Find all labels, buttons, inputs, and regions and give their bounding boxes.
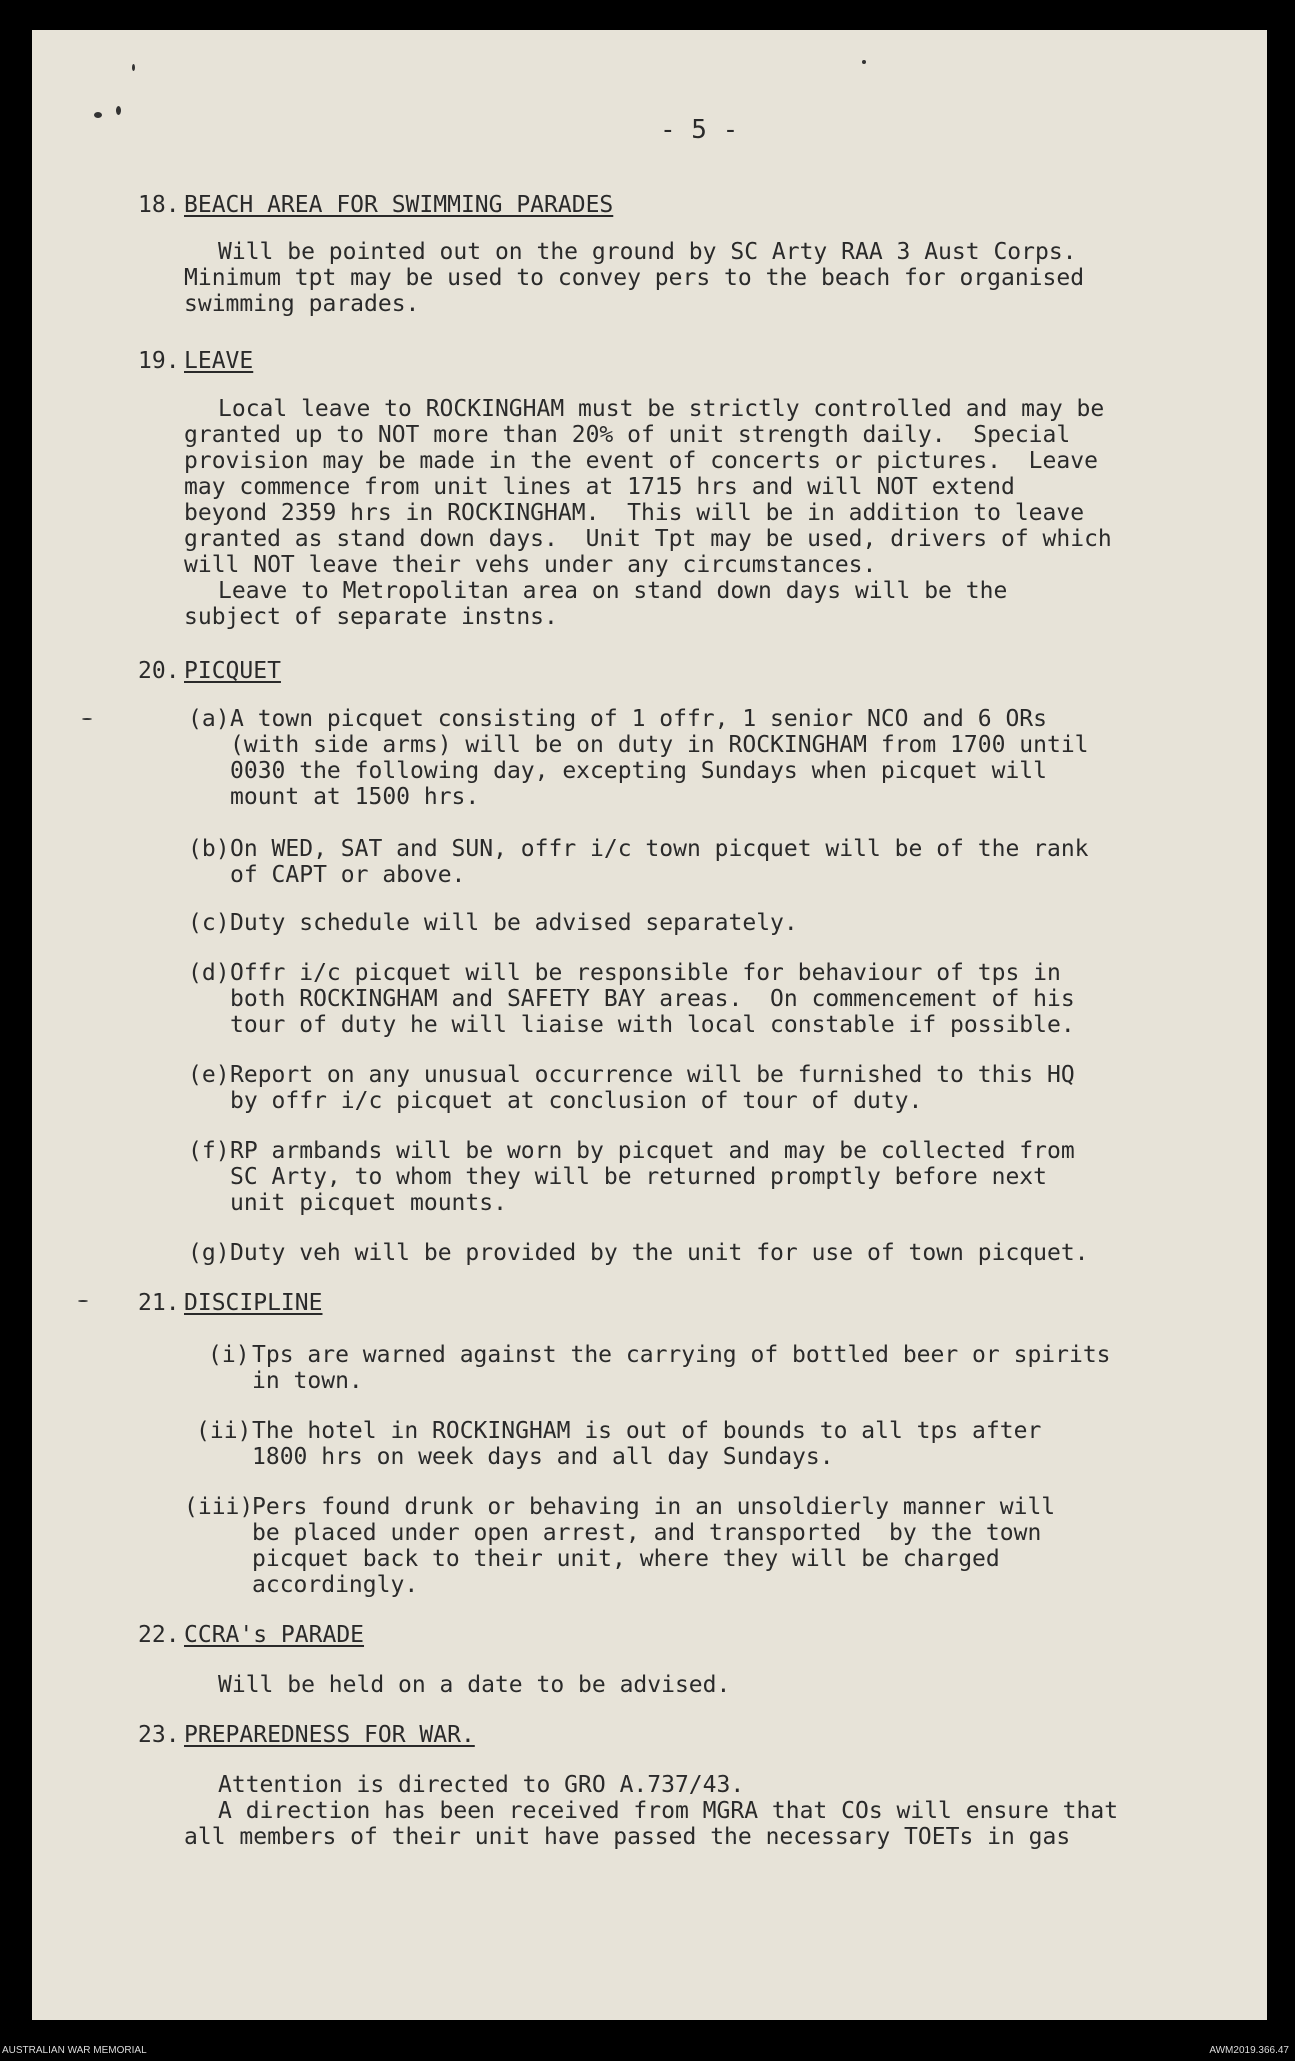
- paper-speck: [82, 718, 92, 720]
- section-19-line-5: beyond 2359 hrs in ROCKINGHAM. This will be in addition to leave: [184, 500, 1085, 526]
- section-19-line-6: granted as stand down days. Unit Tpt may be used, drivers of which: [184, 526, 1112, 552]
- section-23-line-3: all members of their unit have passed the necessary TOETs in gas: [184, 1824, 1071, 1850]
- item-20a-label: (a): [188, 706, 230, 732]
- footer-reference: AWM2019.366.47: [1209, 2045, 1289, 2056]
- section-18-line-2: Minimum tpt may be used to convey pers to the beach for organised: [184, 265, 1085, 291]
- item-20a-line-2: (with side arms) will be on duty in ROCKINGHAM from 1700 until: [230, 732, 1089, 758]
- page-number: - 5 -: [660, 115, 739, 145]
- section-22-heading: CCRA's PARADE: [184, 1622, 365, 1648]
- item-21i-label: (i): [208, 1342, 250, 1368]
- section-22-line-1: Will be held on a date to be advised.: [218, 1672, 731, 1698]
- item-21ii-line-1: The hotel in ROCKINGHAM is out of bounds to all tps after: [252, 1418, 1042, 1444]
- section-23-number: 23.: [138, 1722, 180, 1748]
- paper-speck: [78, 1300, 88, 1302]
- section-22-number: 22.: [138, 1622, 180, 1648]
- footer-institution: AUSTRALIAN WAR MEMORIAL: [2, 2045, 147, 2056]
- item-20e-line-2: by offr i/c picquet at conclusion of tour of duty.: [230, 1088, 923, 1114]
- section-18-line-1: Will be pointed out on the ground by SC Arty RAA 3 Aust Corps.: [218, 239, 1077, 265]
- section-19-number: 19.: [138, 348, 180, 374]
- item-20d-line-3: tour of duty he will liaise with local constable if possible.: [230, 1012, 1075, 1038]
- item-21ii-label: (ii): [196, 1418, 252, 1444]
- item-21iii-label: (iii): [184, 1494, 254, 1520]
- item-20c-label: (c): [188, 910, 230, 936]
- document-page: [32, 30, 1267, 2020]
- paper-speck: [94, 112, 102, 118]
- section-19-line-2: granted up to NOT more than 20% of unit strength daily. Special: [184, 422, 1071, 448]
- item-20a-line-3: 0030 the following day, excepting Sundays when picquet will: [230, 758, 1047, 784]
- section-19-line-1: Local leave to ROCKINGHAM must be strictly controlled and may be: [218, 396, 1105, 422]
- item-20g-label: (g): [188, 1240, 230, 1266]
- section-19-line-8: Leave to Metropolitan area on stand down days will be the: [218, 578, 1008, 604]
- section-19-line-9: subject of separate instns.: [184, 604, 558, 630]
- item-20c-line-1: Duty schedule will be advised separately.: [230, 910, 798, 936]
- item-20a-line-1: A town picquet consisting of 1 offr, 1 senior NCO and 6 ORs: [230, 706, 1047, 732]
- section-19-line-3: provision may be made in the event of concerts or pictures. Leave: [184, 448, 1098, 474]
- item-20d-label: (d): [188, 960, 230, 986]
- section-19-heading: LEAVE: [184, 348, 254, 374]
- document-body: [32, 30, 1267, 2020]
- section-20-heading: PICQUET: [184, 658, 281, 684]
- item-20e-label: (e): [188, 1062, 230, 1088]
- paper-speck: [862, 60, 866, 64]
- paper-speck: [132, 64, 135, 71]
- item-20b-label: (b): [188, 836, 230, 862]
- item-20e-line-1: Report on any unusual occurrence will be furnished to this HQ: [230, 1062, 1075, 1088]
- item-20d-line-2: both ROCKINGHAM and SAFETY BAY areas. On commencement of his: [230, 986, 1075, 1012]
- item-20f-line-2: SC Arty, to whom they will be returned promptly before next: [230, 1164, 1047, 1190]
- item-20b-line-1: On WED, SAT and SUN, offr i/c town picquet will be of the rank: [230, 836, 1089, 862]
- item-21iii-line-1: Pers found drunk or behaving in an unsoldierly manner will: [252, 1494, 1056, 1520]
- item-20b-line-2: of CAPT or above.: [230, 862, 466, 888]
- item-20f-line-1: RP armbands will be worn by picquet and may be collected from: [230, 1138, 1075, 1164]
- item-20f-line-3: unit picquet mounts.: [230, 1190, 507, 1216]
- section-23-line-1: Attention is directed to GRO A.737/43.: [218, 1772, 745, 1798]
- item-20d-line-1: Offr i/c picquet will be responsible for behaviour of tps in: [230, 960, 1061, 986]
- section-19-line-4: may commence from unit lines at 1715 hrs and will NOT extend: [184, 474, 1015, 500]
- item-21i-line-1: Tps are warned against the carrying of bottled beer or spirits: [252, 1342, 1111, 1368]
- item-21ii-line-2: 1800 hrs on week days and all day Sundays.: [252, 1444, 834, 1470]
- section-18-line-3: swimming parades.: [184, 291, 420, 317]
- section-20-number: 20.: [138, 658, 180, 684]
- section-21-number: 21.: [138, 1290, 180, 1316]
- section-23-line-2: A direction has been received from MGRA that COs will ensure that: [218, 1798, 1119, 1824]
- item-20a-line-4: mount at 1500 hrs.: [230, 784, 480, 810]
- paper-speck: [116, 106, 121, 115]
- item-21iii-line-3: picquet back to their unit, where they will be charged: [252, 1546, 1000, 1572]
- section-23-heading: PREPAREDNESS FOR WAR.: [184, 1722, 475, 1748]
- item-21iii-line-2: be placed under open arrest, and transported by the town: [252, 1520, 1042, 1546]
- section-18-heading: BEACH AREA FOR SWIMMING PARADES: [184, 192, 614, 218]
- item-20g-line-1: Duty veh will be provided by the unit for use of town picquet.: [230, 1240, 1089, 1266]
- item-21iii-line-4: accordingly.: [252, 1572, 419, 1598]
- section-18-number: 18.: [138, 192, 180, 218]
- item-20f-label: (f): [188, 1138, 230, 1164]
- item-21i-line-2: in town.: [252, 1368, 363, 1394]
- section-21-heading: DISCIPLINE: [184, 1290, 323, 1316]
- section-19-line-7: will NOT leave their vehs under any circumstances.: [184, 552, 877, 578]
